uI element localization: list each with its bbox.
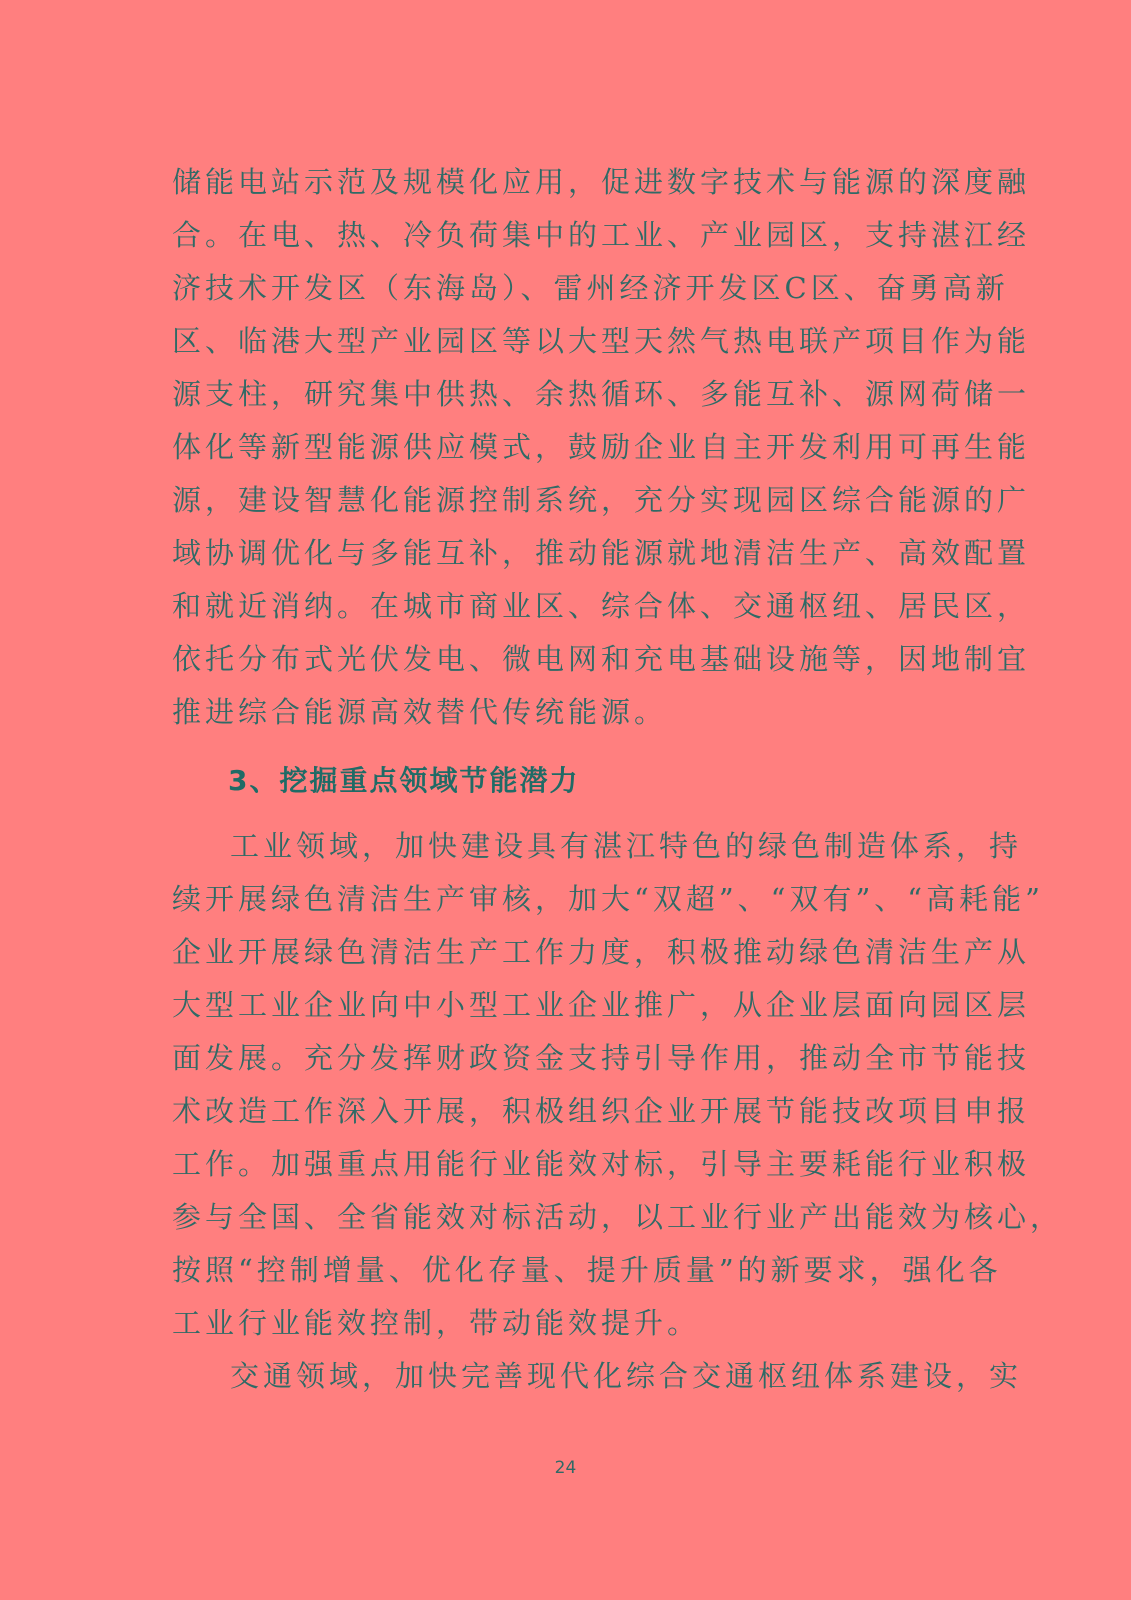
text-line: 合。在电、热、冷负荷集中的工业、产业园区，支持湛江经 bbox=[172, 218, 1031, 252]
text-line: 工业领域，加快建设具有湛江特色的绿色制造体系，持 bbox=[230, 829, 1023, 863]
text-line: 工业行业能效控制，带动能效提升。 bbox=[172, 1306, 701, 1340]
text-line: 源，建设智慧化能源控制系统，充分实现园区综合能源的广 bbox=[172, 483, 1031, 517]
text-line: 储能电站示范及规模化应用，促进数字技术与能源的深度融 bbox=[172, 165, 1031, 199]
paragraph-industrial-sector bbox=[172, 820, 1064, 1350]
text-line: 和就近消纳。在城市商业区、综合体、交通枢纽、居民区， bbox=[172, 589, 1031, 623]
text-line: 济技术开发区（东海岛）、雷州经济开发区C区、奋勇高新 bbox=[172, 271, 1009, 305]
text-line: 大型工业企业向中小型工业企业推广，从企业层面向园区层 bbox=[172, 988, 1031, 1022]
text-line: 推进综合能源高效替代传统能源。 bbox=[172, 695, 668, 729]
paragraph-energy-systems bbox=[172, 156, 1031, 739]
paragraph-transport-sector bbox=[172, 1350, 1023, 1403]
text-line: 参与全国、全省能效对标活动，以工业行业产出能效为核心， bbox=[172, 1200, 1064, 1234]
text-line: 按照“控制增量、优化存量、提升质量”的新要求，强化各 bbox=[172, 1253, 1002, 1287]
text-line: 企业开展绿色清洁生产工作力度，积极推动绿色清洁生产从 bbox=[172, 935, 1031, 969]
page-number: 24 bbox=[554, 1458, 577, 1478]
text-line: 续开展绿色清洁生产审核，加大“双超”、“双有”、“高耗能” bbox=[172, 882, 1044, 916]
text-line: 域协调优化与多能互补，推动能源就地清洁生产、高效配置 bbox=[172, 536, 1031, 570]
text-line: 工作。加强重点用能行业能效对标，引导主要耗能行业积极 bbox=[172, 1147, 1031, 1181]
text-line: 体化等新型能源供应模式，鼓励企业自主开发利用可再生能 bbox=[172, 430, 1031, 464]
text-line: 交通领域，加快完善现代化综合交通枢纽体系建设，实 bbox=[230, 1359, 1023, 1393]
text-line: 区、临港大型产业园区等以大型天然气热电联产项目作为能 bbox=[172, 324, 1031, 358]
text-line: 源支柱，研究集中供热、余热循环、多能互补、源网荷储一 bbox=[172, 377, 1031, 411]
text-line: 术改造工作深入开展，积极组织企业开展节能技改项目申报 bbox=[172, 1094, 1031, 1128]
text-line: 依托分布式光伏发电、微电网和充电基础设施等，因地制宜 bbox=[172, 642, 1031, 676]
text-line: 面发展。充分发挥财政资金支持引导作用，推动全市节能技 bbox=[172, 1041, 1031, 1075]
section-heading: 3、挖掘重点领域节能潜力 bbox=[228, 764, 580, 797]
